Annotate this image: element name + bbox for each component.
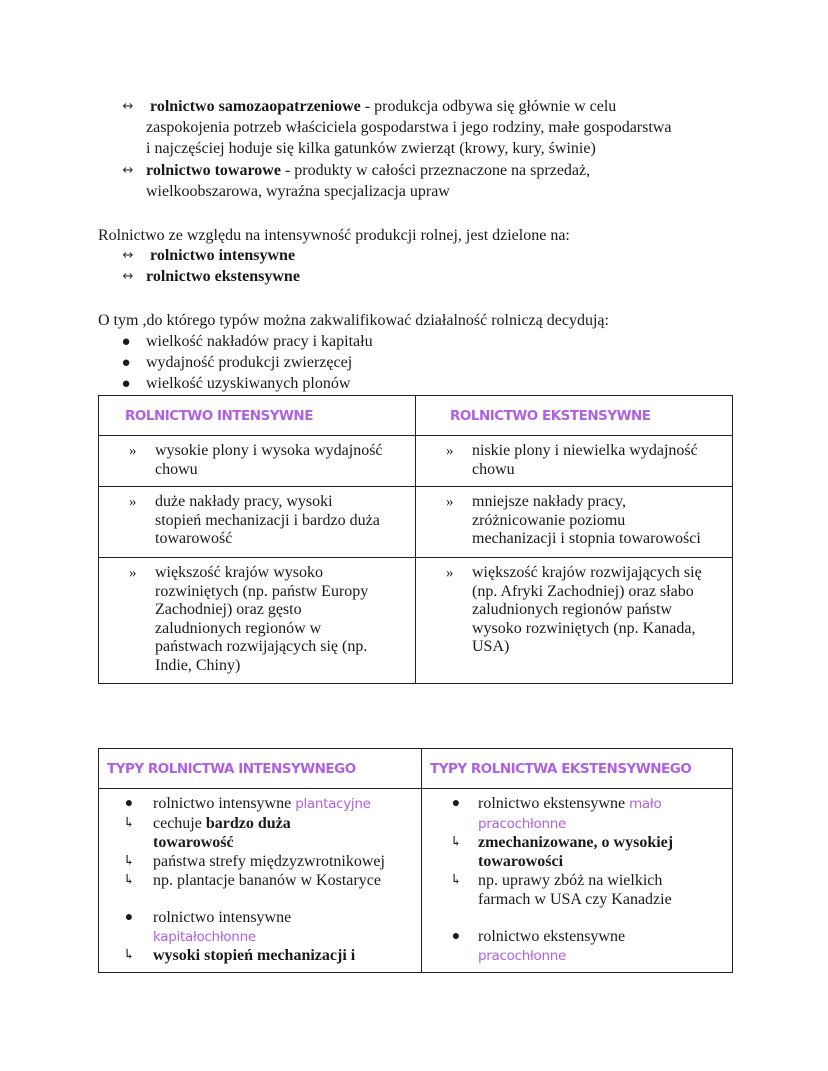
cell-text: niskie plony i niewielka wydajność chowu (472, 442, 698, 478)
cell-text: duże nakłady pracy, wysoki stopień mechanizacji i bardzo duża towarowość (155, 493, 380, 547)
list-item-subsistence (150, 97, 616, 117)
intensity-type-intensive: rolnictwo intensywne (150, 247, 296, 264)
sub-item: zmechanizowane, o wysokiej (478, 834, 674, 851)
cell-text: mniejsze nakłady pracy, zróżnicowanie poziomu mechanizacji i stopnia towarowości (472, 493, 701, 547)
header-cell (416, 396, 733, 436)
sub-item-continued: towarowość (153, 834, 234, 851)
table-cell (416, 487, 733, 558)
double-arrow-icon: ↔ (122, 163, 134, 178)
table-cell (416, 558, 733, 684)
list-item-extensive-labor: rolnictwo ekstensywne (478, 928, 626, 945)
sub-item: państwa strefy międzyzwrotnikowej (153, 853, 385, 870)
table-cell (99, 487, 416, 558)
chevron-right-icon: » (129, 494, 137, 510)
header-intensive: ROLNICTWO INTENSYWNE (125, 408, 313, 424)
comparison-table (98, 395, 733, 684)
header-cell (422, 749, 733, 789)
definition-line: - produkty w całości przeznaczone na sprzedaż, (280, 162, 591, 179)
table-cell (99, 436, 416, 487)
definition-line: zaspokojenia potrzeb właściciela gospodarstwa i jego rodziny, małe gospodarstwa (146, 119, 672, 136)
cell-text: większość krajów wysoko rozwiniętych (np. państw Europy Zachodniej) oraz gęsto zaludnionych regionów w państwach rozwijających się (np. Indie, Chiny) (155, 564, 369, 674)
list-item-capital: rolnictwo intensywne (153, 909, 292, 926)
bullet-icon: ● (121, 355, 131, 371)
sub-item: cechuje bardzo duża (153, 815, 291, 832)
table-cell (99, 789, 422, 973)
sub-arrow-icon: ↳ (450, 835, 462, 850)
header-extensive: ROLNICTWO EKSTENSYWNE (450, 408, 651, 424)
highlight-plantation: plantacyjne (295, 796, 371, 812)
sub-arrow-icon: ↳ (450, 873, 462, 888)
double-arrow-icon: ↔ (122, 99, 134, 114)
header-cell (99, 396, 416, 436)
bullet-icon: ● (451, 796, 461, 811)
chevron-right-icon: » (446, 565, 454, 581)
list-item-extensive-low-labor: rolnictwo ekstensywne mało (478, 795, 662, 812)
chevron-right-icon: » (129, 443, 137, 459)
sub-arrow-icon: ↳ (123, 854, 135, 869)
table-cell (422, 789, 733, 973)
sub-arrow-icon: ↳ (123, 948, 135, 963)
double-arrow-icon: ↔ (122, 248, 134, 263)
highlight-labor-intensive: pracochłonne (478, 948, 566, 964)
sub-item-continued: towarowości (478, 853, 564, 870)
highlight-labor: pracochłonne (478, 816, 566, 832)
chevron-right-icon: » (446, 494, 454, 510)
sub-item: np. plantacje bananów w Kostaryce (153, 872, 381, 889)
highlight-capital: kapitałochłonne (153, 929, 256, 945)
bullet-icon: ● (121, 376, 131, 392)
list-item-plantation: rolnictwo intensywne plantacyjne (153, 795, 371, 812)
sub-arrow-icon: ↳ (123, 873, 135, 888)
term-subsistence: rolnictwo samozaopatrzeniowe (150, 98, 361, 115)
criteria-item: wielkość nakładów pracy i kapitału (146, 333, 373, 350)
bullet-icon: ● (124, 910, 134, 925)
definition-line: i najczęściej hoduje się kilka gatunków zwierząt (krowy, kury, świnie) (146, 140, 596, 157)
intensity-type-extensive: rolnictwo ekstensywne (146, 268, 300, 285)
chevron-right-icon: » (129, 565, 137, 581)
cell-text: wysokie plony i wysoka wydajność chowu (155, 442, 383, 478)
definition-line: - produkcja odbywa się głównie w celu (360, 98, 617, 115)
criteria-item: wydajność produkcji zwierzęcej (146, 354, 353, 371)
list-item-commercial (146, 161, 590, 181)
highlight-low: mało (629, 796, 662, 812)
table-cell (99, 558, 416, 684)
intensity-intro: Rolnictwo ze względu na intensywność produkcji rolnej, jest dzielone na: (98, 227, 570, 244)
header-extensive-types: TYPY ROLNICTWA EKSTENSYWNEGO (430, 761, 692, 777)
header-intensive-types: TYPY ROLNICTWA INTENSYWNEGO (107, 761, 356, 777)
sub-arrow-icon: ↳ (123, 816, 135, 831)
chevron-right-icon: » (446, 443, 454, 459)
cell-text: większość krajów rozwijających się (np. Afryki Zachodniej) oraz słabo zaludnionych regionów państw wysoko rozwiniętych (np. Kanada, USA) (472, 564, 702, 655)
sub-item: np. uprawy zbóż na wielkich (478, 872, 663, 889)
sub-item: wysoki stopień mechanizacji i (153, 947, 356, 964)
bullet-icon: ● (451, 929, 461, 944)
bullet-icon: ● (124, 796, 134, 811)
criteria-intro: O tym ,do którego typów można zakwalifikować działalność rolniczą decydują: (98, 312, 609, 329)
table-cell (416, 436, 733, 487)
criteria-item: wielkość uzyskiwanych plonów (146, 375, 351, 392)
double-arrow-icon: ↔ (122, 269, 134, 284)
term-commercial: rolnictwo towarowe (146, 162, 281, 179)
types-table (98, 748, 733, 973)
header-cell (99, 749, 422, 789)
bullet-icon: ● (121, 334, 131, 350)
definition-line: wielkoobszarowa, wyraźna specjalizacja upraw (146, 183, 450, 200)
sub-item-continued: farmach w USA czy Kanadzie (478, 891, 672, 908)
